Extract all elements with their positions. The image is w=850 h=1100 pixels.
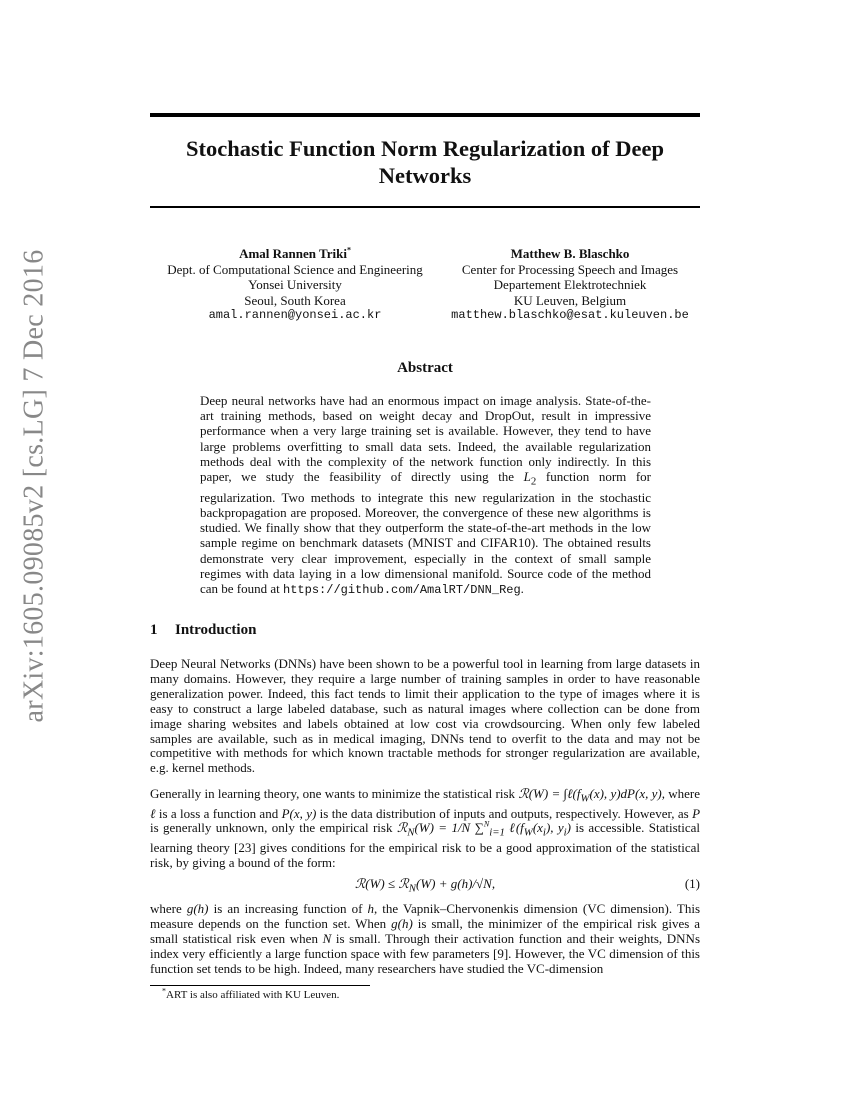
footnote-mark: *: [346, 245, 351, 255]
intro-paragraph-3: where g(h) is an increasing function of h, the Vapnik–Chervonenkis dimension (VC dimension). This measure depends on the function set. When g(h) is small, the minimizer of the empirical risk gives a small statistical risk even when N is small. Through their activation function and their weights, DNNs index very efficiently a large function space with few parameters [9]. However, the VC dimension of this function set tends to be high. Indeed, many researchers have studied the VC-dimension: [150, 901, 701, 976]
abstract-body: Deep neural networks have had an enormous impact on image analysis. State-of-the-art training methods, based on weight decay and DropOut, result in impressive performance when a very large training set is available. However, they tend to have large problems overfitting to small data sets. Indeed, the available regularization methods deal with the complexity of the network function only indirectly. In this paper, we study the feasibility of directly using the $L_2$ function norm for regularization. Two methods to integrate this new regularization in the stochastic backpropagation are proposed. Moreover, the convergence of these new algorithms is studied. We finally show that they outperform the state-of-the-art methods in the low sample regime on benchmark datasets (MNIST and CIFAR10). The obtained results demonstrate very clear improvement, especially in the context of small sample regimes with data laying in a low dimensional manifold. Source code of the method can be found at https://github.com/AmalRT/DNN_Reg.: [200, 393, 652, 598]
author-name: Amal Rannen Triki*: [239, 245, 351, 261]
footnote: *ART is also affiliated with KU Leuven.: [162, 986, 340, 1001]
equation-number: (1): [684, 876, 700, 891]
author-affiliation-line: Dept. of Computational Science and Engineering: [167, 261, 423, 277]
section-number: 1: [150, 622, 158, 638]
section-title: Introduction: [175, 622, 257, 638]
author-block-2: [445, 246, 695, 324]
author-affiliation-line: Yonsei University: [248, 277, 342, 292]
intro-paragraph-1: Deep Neural Networks (DNNs) have been shown to be a powerful tool in learning from large datasets in many domains. However, they require a large number of training samples in order to have reasonable generalization power. Indeed, this fact tends to limit their application to the type of images where it is easy to construct a large labeled database, such as natural images where collection can be done from image sharing websites and labels obtained at low cost via crowdsourcing. When only few labeled samples are available, such as in medical imaging, DNNs tend to overfit to the data and may not be competitive with methods for which known tractable methods for stronger regularization are available, e.g. kernel methods.: [150, 656, 700, 776]
abstract-heading: Abstract: [397, 360, 453, 376]
author-affiliation-line: Center for Processing Speech and Images: [461, 261, 679, 277]
equation-1: [150, 876, 700, 894]
author-block-1: [150, 246, 440, 324]
author-name: Matthew B. Blaschko: [510, 246, 630, 261]
footnote-rule: [150, 985, 370, 986]
author-affiliation-line: Departement Elektrotechniek: [493, 277, 647, 292]
section-heading: [150, 622, 256, 639]
paper-title: Stochastic Function Norm Regularization of Deep Networks: [185, 136, 665, 188]
author-affiliation-line: KU Leuven, Belgium: [513, 292, 627, 308]
title-rule-top: [150, 113, 700, 117]
footnote-mark: *: [162, 986, 166, 996]
author-email[interactable]: matthew.blaschko@esat.kuleuven.be: [451, 308, 689, 322]
author-affiliation-line: Seoul, South Korea: [244, 292, 346, 308]
arxiv-stamp: [10, 249, 58, 723]
intro-paragraph-2: Generally in learning theory, one wants to minimize the statistical risk ℛ(W) = $\int\ell(f_W(x)$, y)dP(x, y), where ℓ is a loss a function and P(x, y) is the data distribution of inputs and outputs, respectively. However, as P is generally unknown, only the empirical risk ℛ$_N$(W) = 1/N ∑$^N_{i=1}$ $\ell(f_W(x_i)$, $y_i$) is accessible. Statistical learning theory [23] gives conditions for the empirical risk to be a good approximation of the statistical risk, by giving a bound of the form:: [150, 786, 701, 870]
arxiv-stamp-text: arXiv:1605.09085v2 [cs.LG] 7 Dec 2016: [18, 249, 50, 723]
equation-body: ℛ(W) ≤ ℛ$_N$(W) + g(h)/√N,: [354, 876, 496, 895]
title-rule-bottom: [150, 206, 700, 208]
author-email[interactable]: amal.rannen@yonsei.ac.kr: [208, 308, 382, 322]
norm-symbol: L: [523, 469, 531, 485]
source-code-link[interactable]: https://github.com/AmalRT/DNN_Reg: [283, 583, 521, 598]
